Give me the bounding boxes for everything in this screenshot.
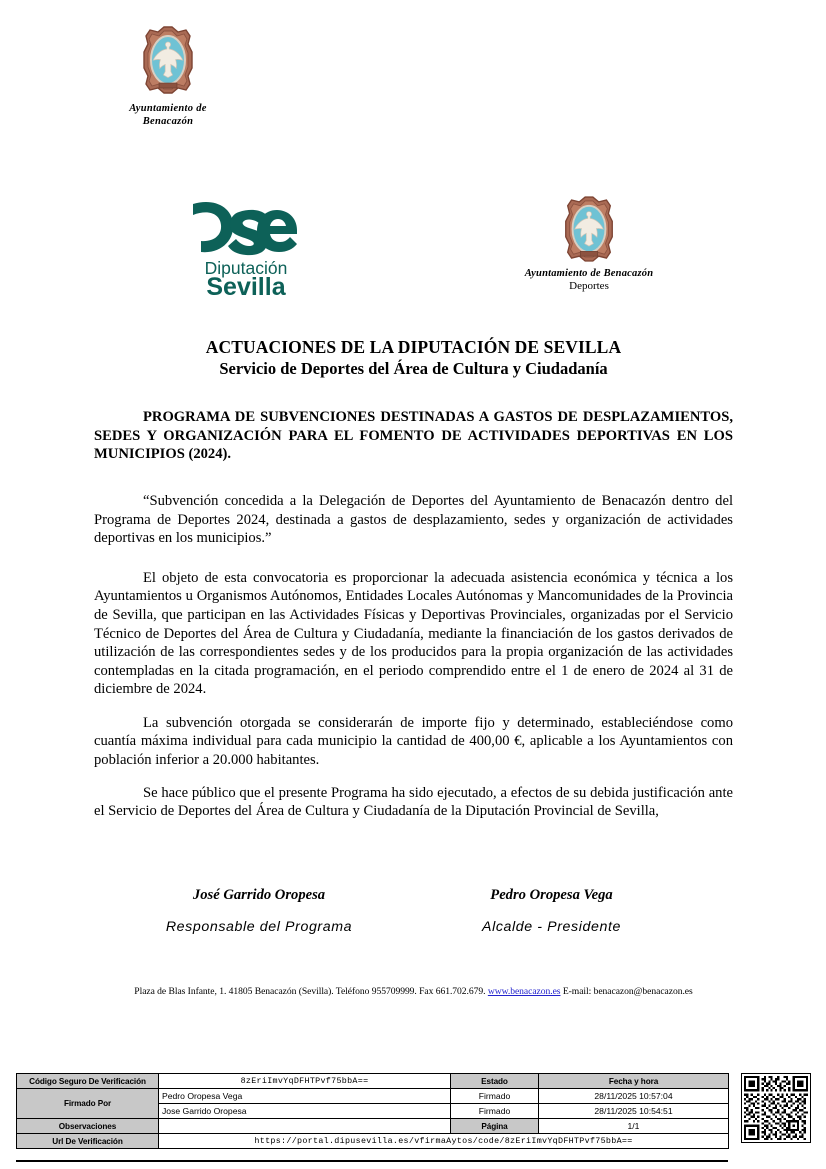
table-row xyxy=(17,1089,729,1104)
paragraph-publication: Se hace público que el presente Programa ha sido ejecutado, a efectos de su debida justificación ante el Servicio de Deportes del Área de Cultura y Ciudadanía de la Diputación Provincial de Sevilla, xyxy=(94,784,733,820)
signature-role: Responsable del Programa xyxy=(165,919,353,935)
address-footer xyxy=(94,986,733,998)
label-observations: Observaciones xyxy=(17,1119,159,1134)
label-verification-url: Url De Verificación xyxy=(17,1134,159,1149)
label-csv: Código Seguro De Verificación xyxy=(17,1074,159,1089)
paragraph-amount: La subvención otorgada se considerarán de importe fijo y determinado, estableciéndose como cuantía máxima individual para cada municipio la cantidad de 400,00 €, aplicable a los Ayuntamientos con población inferior a 20.000 habitantes. xyxy=(94,714,733,768)
page-title: ACTUACIONES DE LA DIPUTACIÓN DE SEVILLA xyxy=(205,337,622,357)
crest-caption-line2: Benacazón xyxy=(142,115,194,127)
value-signer-datetime: 28/11/2025 10:54:51 xyxy=(539,1104,729,1119)
label-page: Página xyxy=(451,1119,539,1134)
right-crest-caption-line1: Ayuntamiento de Benacazón xyxy=(524,268,654,279)
diputacion-wordmark-bottom: Sevilla xyxy=(206,273,286,300)
label-status: Estado xyxy=(451,1074,539,1089)
verification-footer xyxy=(16,1073,810,1149)
header-left-crest-block xyxy=(108,24,228,128)
verification-table xyxy=(16,1073,729,1149)
table-row xyxy=(17,1074,729,1089)
benacazon-coat-of-arms-icon xyxy=(494,192,684,268)
diputacion-sevilla-logo-icon xyxy=(187,196,305,300)
value-verification-url[interactable]: https://portal.dipusevilla.es/vfirmaAytos/code/8zEriImvYqDFHTPvf75bbA== xyxy=(159,1134,729,1149)
website-link[interactable]: www.benacazon.es xyxy=(487,986,561,997)
signature-block xyxy=(94,886,733,936)
header-left-crest-caption xyxy=(108,103,228,128)
value-signer-name: Jose Garrido Oropesa xyxy=(159,1104,451,1119)
document-body xyxy=(94,408,733,821)
table-row xyxy=(17,1119,729,1134)
diputacion-sevilla-logo xyxy=(186,196,306,305)
value-page: 1/1 xyxy=(539,1119,729,1134)
footer-divider xyxy=(16,1160,728,1162)
signature-name: Pedro Oropesa Vega xyxy=(490,887,613,903)
qr-code-icon xyxy=(741,1073,811,1143)
value-signer-name: Pedro Oropesa Vega xyxy=(159,1089,451,1104)
page-subtitle: Servicio de Deportes del Área de Cultura y Ciudadanía xyxy=(219,359,608,378)
signature-name: José Garrido Oropesa xyxy=(192,887,326,903)
crest-caption-line1: Ayuntamiento de xyxy=(129,103,207,114)
label-datetime: Fecha y hora xyxy=(539,1074,729,1089)
label-signed-by: Firmado Por xyxy=(17,1089,159,1119)
paragraph-object: El objeto de esta convocatoria es proporcionar la adecuada asistencia económica y técnica a los Ayuntamientos u Organismos Autónomos, Entidades Locales Autónomas y Mancomunidades de la Provincia de Sevilla, que participan en las Actividades Físicas y Deportivas Provinciales, organizadas por el Servicio Técnico de Deportes del Área de Cultura y Ciudadanía, mediante la financiación de los gastos derivados de utilización de las correspondientes sedes y de los producidos para la propia organización de las actividades contempladas en la citada programación, en el periodo comprendido entre el 1 de enero de 2024 al 31 de diciembre de 2024. xyxy=(94,569,733,698)
address-text-before-link: Plaza de Blas Infante, 1. 41805 Benacazón (Sevilla). Teléfono 955709999. Fax 661.702.679. xyxy=(134,986,488,997)
value-signer-status: Firmado xyxy=(451,1089,539,1104)
value-signer-status: Firmado xyxy=(451,1104,539,1119)
value-signer-datetime: 28/11/2025 10:57:04 xyxy=(539,1089,729,1104)
signature-role: Alcalde - Presidente xyxy=(482,919,621,935)
right-crest-caption-line2: Deportes xyxy=(569,280,609,292)
paragraph-quote: “Subvención concedida a la Delegación de Deportes del Ayuntamiento de Benacazón dentro del Programa de Deportes 2024, destinada a gastos de desplazamiento, sedes y organización de actividades deportivas en los municipios.” xyxy=(94,493,733,547)
address-text-after-link: E-mail: benacazon@benacazon.es xyxy=(560,986,693,997)
value-observations xyxy=(159,1119,451,1134)
signature-right xyxy=(424,886,679,936)
diputacion-wordmark-top: Diputación xyxy=(204,258,288,278)
header-right-crest-block xyxy=(494,192,684,293)
signature-left xyxy=(94,886,424,936)
table-row xyxy=(17,1134,729,1149)
value-csv-code: 8zEriImvYqDFHTPvf75bbA== xyxy=(159,1074,451,1089)
program-heading: PROGRAMA DE SUBVENCIONES DESTINADAS A GASTOS DE DESPLAZAMIENTOS, SEDES Y ORGANIZACIÓN PARA EL FOMENTO DE ACTIVIDADES DEPORTIVAS EN LOS MUNICIPIOS (2024). xyxy=(94,409,733,463)
benacazon-coat-of-arms-icon xyxy=(108,24,228,98)
